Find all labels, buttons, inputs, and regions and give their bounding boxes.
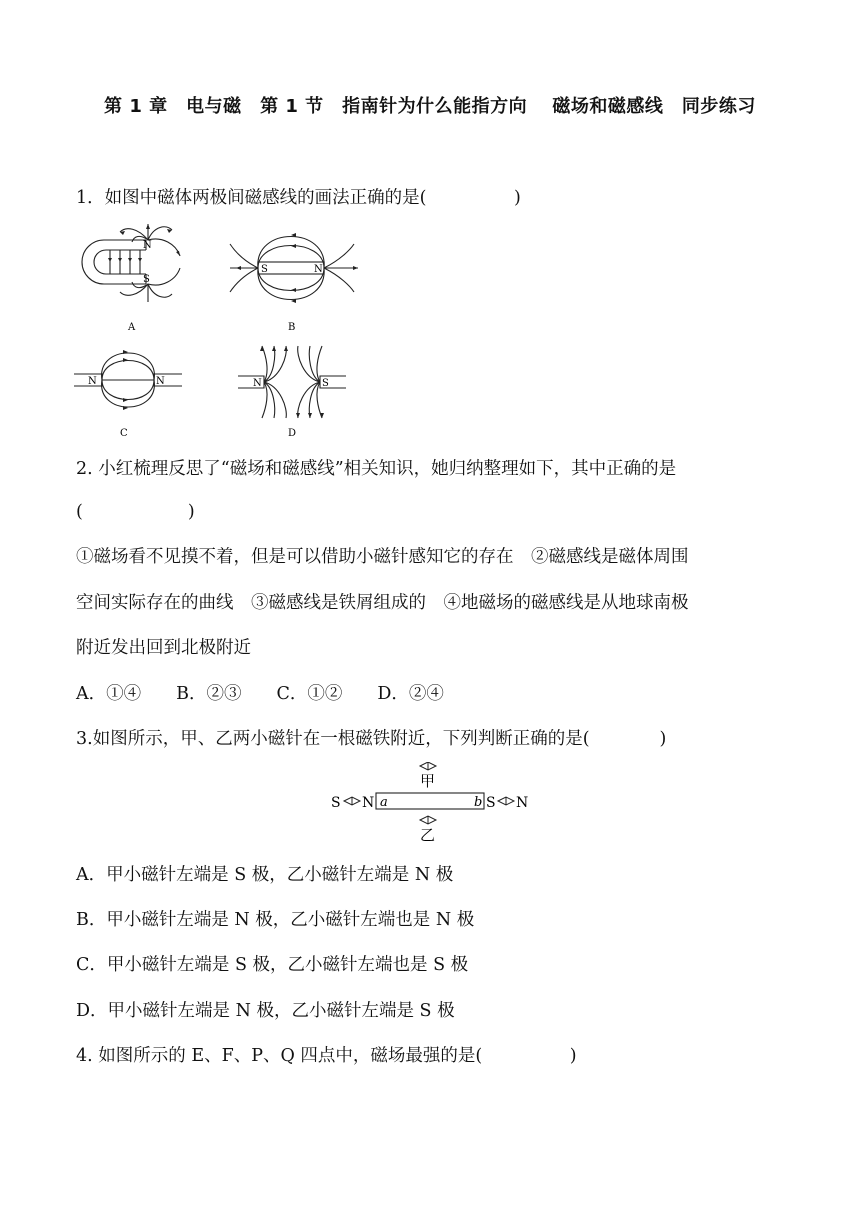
svg-text:S: S: [261, 264, 268, 275]
left-needle-s: S: [331, 795, 341, 811]
question-2-stem-line1: 2. 小红梳理反思了“磁场和磁感线”相关知识，她归纳整理如下，其中正确的是: [76, 459, 677, 479]
svg-text:N: N: [88, 376, 97, 387]
needle-yi-icon: [420, 816, 436, 824]
label-yi: 乙: [420, 826, 436, 844]
svg-text:S: S: [322, 378, 329, 389]
svg-text:N: N: [314, 264, 323, 275]
magnet-end-a: a: [380, 795, 388, 810]
question-3-option-a: A．甲小磁针左端是 S 极，乙小磁针左端是 N 极: [76, 865, 454, 885]
needle-jia-icon: [420, 762, 436, 770]
page-title: 第 1 章 电与磁 第 1 节 指南针为什么能指方向 磁场和磁感线 同步练习: [104, 96, 756, 117]
question-3-option-b: B．甲小磁针左端是 N 极，乙小磁针左端也是 N 极: [76, 910, 475, 930]
figure-3-magnet-and-needles: [328, 762, 534, 844]
figure-1c-label: C: [120, 428, 128, 439]
question-3-option-c: C．甲小磁针左端是 S 极，乙小磁针左端也是 S 极: [76, 955, 469, 975]
figure-1d-n-s-poles: [236, 342, 348, 440]
svg-text:N: N: [156, 376, 165, 387]
figure-1b-label: B: [288, 322, 296, 333]
question-2-stem-line2: ( ): [76, 502, 195, 522]
question-1-stem: 1．如图中磁体两极间磁感线的画法正确的是( ): [76, 188, 521, 208]
svg-text:S: S: [143, 274, 150, 285]
figure-1d-label: D: [288, 428, 297, 439]
right-needle-icon: [498, 797, 514, 805]
svg-text:N: N: [143, 240, 152, 251]
left-needle-n: N: [362, 795, 375, 811]
figure-1b-bar-magnet: [228, 220, 360, 334]
figure-1a-horseshoe-magnet: [76, 222, 186, 334]
question-4-stem: 4. 如图所示的 E、F、P、Q 四点中，磁场最强的是( ): [76, 1046, 577, 1066]
question-3-stem: 3.如图所示，甲、乙两小磁针在一根磁铁附近，下列判断正确的是( ): [76, 729, 667, 749]
magnet-end-b: b: [474, 795, 483, 810]
label-jia: 甲: [420, 772, 436, 790]
left-needle-icon: [344, 797, 360, 805]
right-needle-n: N: [516, 795, 529, 811]
question-3-option-d: D．甲小磁针左端是 N 极，乙小磁针左端是 S 极: [76, 1001, 455, 1021]
right-needle-s: S: [486, 795, 496, 811]
question-2-items-line2: 空间实际存在的曲线 ③磁感线是铁屑组成的 ④地磁场的磁感线是从地球南极: [76, 593, 689, 613]
question-2-items-line1: ①磁场看不见摸不着，但是可以借助小磁针感知它的存在 ②磁感线是磁体周围: [76, 547, 689, 567]
svg-text:N: N: [253, 378, 262, 389]
figure-1a-label: A: [128, 322, 136, 333]
bar-magnet: [376, 793, 484, 809]
question-2-options: A．①④ B．②③ C．①② D．②④: [76, 684, 444, 704]
figure-1c-two-n-poles: [72, 344, 184, 440]
question-2-items-line3: 附近发出回到北极附近: [76, 638, 251, 658]
